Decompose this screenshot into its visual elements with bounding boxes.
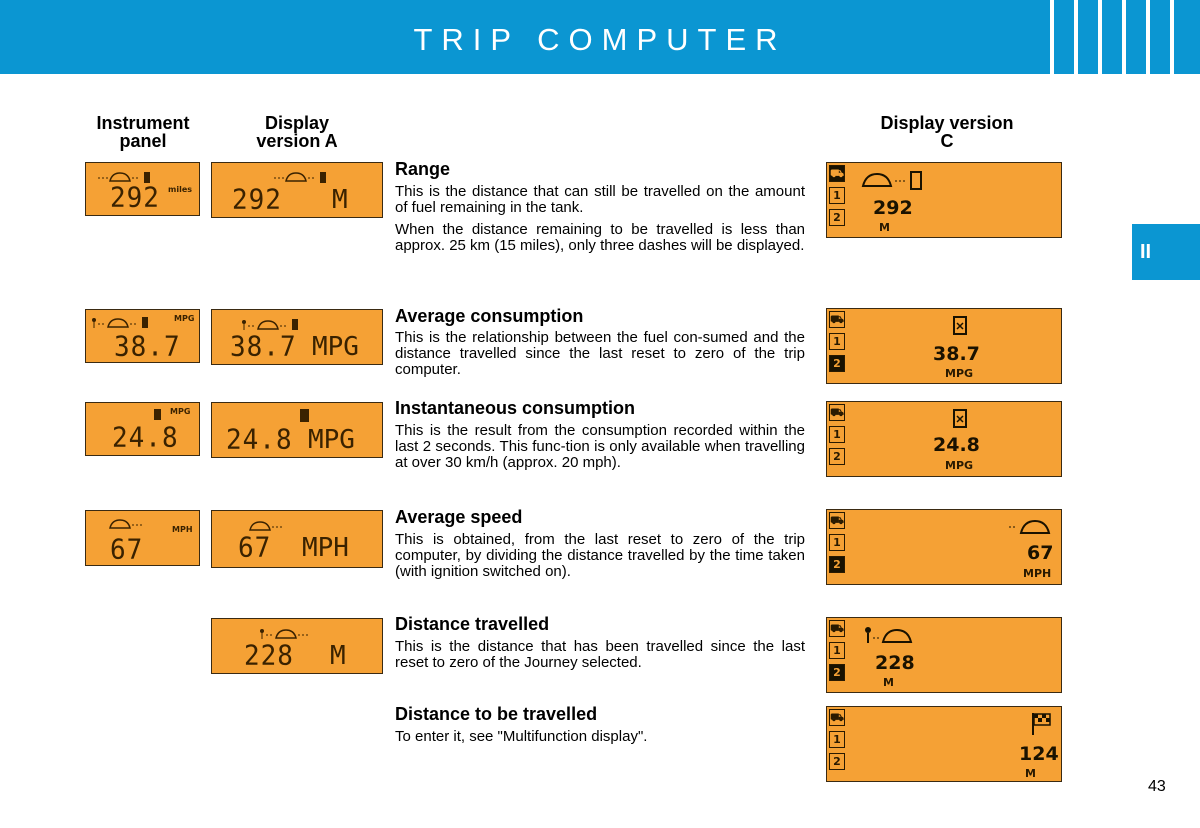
- display-c-range: [826, 162, 1062, 238]
- display-a-distance-travelled-unit: M: [330, 641, 346, 671]
- instrument-panel-average-consumption: [85, 309, 200, 363]
- trip-2-indicator: 2: [829, 753, 845, 770]
- page-title: TRIP COMPUTER: [413, 22, 787, 57]
- display-a-range: [211, 162, 383, 218]
- car-mode-icon: ⛟: [830, 711, 844, 724]
- display-a-average-consumption-value: 38.7: [230, 331, 297, 363]
- display-a-average-speed-unit: MPH: [302, 533, 349, 563]
- section-title-distance-travelled: Distance travelled: [395, 614, 550, 634]
- column-header-instrument-panel: Instrument panel: [96, 113, 190, 151]
- display-a-distance-travelled-value: 228: [244, 640, 294, 672]
- trip-1-indicator: 1: [829, 534, 845, 551]
- chapter-tab-label: II: [1140, 241, 1152, 263]
- car-mode-icon: ⛟: [830, 514, 844, 527]
- display-c-average-consumption-value: 38.7: [933, 343, 980, 365]
- section-title-instantaneous-consumption: Instantaneous consumption: [395, 398, 636, 418]
- display-a-average-consumption-unit: MPG: [312, 332, 359, 362]
- page-number: 43: [1148, 778, 1166, 795]
- display-c-distance-to-be-travelled: [826, 706, 1062, 782]
- section-title-average-consumption: Average consumption: [395, 306, 584, 326]
- display-c-distance-travelled-value: 228: [875, 652, 915, 674]
- banner-stripe: [1146, 0, 1150, 74]
- trip-fuel-icon: [90, 314, 170, 332]
- chapter-tab: [1132, 224, 1200, 280]
- trip-2-indicator: 2: [829, 664, 845, 681]
- trip-2-indicator: 2: [829, 556, 845, 573]
- trip-1-indicator: 1: [829, 426, 845, 443]
- checkered-flag-icon: [1029, 711, 1055, 737]
- mode-rail: [829, 404, 847, 470]
- section-title-average-speed: Average speed: [395, 507, 523, 527]
- instrument-average-consumption-value: 38.7: [114, 331, 181, 363]
- display-a-range-unit: M: [332, 185, 348, 215]
- display-c-instantaneous-consumption-value: 24.8: [933, 434, 980, 456]
- section-body-instantaneous-consumption: [395, 423, 805, 477]
- section-body-range: [395, 184, 805, 260]
- section-body-average-speed: [395, 532, 805, 586]
- paragraph: When the distance remaining to be travelled is less than approx. 25 km (15 miles), only three dashes will be displayed.: [395, 221, 805, 254]
- banner-stripe: [1050, 0, 1054, 74]
- instrument-panel-range: [85, 162, 200, 216]
- car-speed-icon: [1007, 516, 1057, 538]
- car-mode-icon: ⛟: [830, 406, 844, 419]
- paragraph: To enter it, see "Multifunction display".: [395, 728, 648, 745]
- banner-stripe: [1074, 0, 1078, 74]
- instrument-average-speed-unit: MPH: [172, 525, 193, 534]
- instrument-instantaneous-consumption-value: 24.8: [112, 422, 179, 454]
- fuel-icon: [152, 407, 164, 423]
- paragraph: This is the relationship between the fuel con-sumed and the distance travelled since the last reset to zero of the trip computer.: [395, 329, 805, 378]
- display-c-distance-to-be-travelled-unit: M: [1025, 767, 1036, 780]
- fuel-icon: [298, 407, 312, 425]
- display-c-distance-travelled-unit: M: [883, 676, 894, 689]
- car-mode-icon: ⛟: [830, 167, 844, 180]
- trip-1-indicator: 1: [829, 333, 845, 350]
- banner-stripe: [1122, 0, 1126, 74]
- car-mode-icon: ⛟: [830, 313, 844, 326]
- instrument-range-value: 292: [110, 182, 160, 214]
- mode-rail: [829, 620, 847, 686]
- section-body-distance-to-be-travelled: [395, 729, 805, 751]
- column-header-display-a: Display version A: [256, 113, 338, 151]
- fuel-pump-icon: [951, 408, 971, 430]
- header-banner: [0, 0, 1200, 74]
- display-a-instantaneous-consumption-value: 24.8: [226, 424, 293, 456]
- trip-2-indicator: 2: [829, 355, 845, 372]
- section-title-distance-to-be-travelled: Distance to be travelled: [395, 704, 598, 724]
- display-c-average-consumption: [826, 308, 1062, 384]
- display-a-instantaneous-consumption: [211, 402, 383, 458]
- mode-rail: [829, 311, 847, 377]
- paragraph: This is the distance that can still be travelled on the amount of fuel remaining in the tank.: [395, 183, 805, 216]
- car-mode-icon: ⛟: [830, 622, 844, 635]
- paragraph: This is the distance that has been travelled since the last reset to zero of the Journey selected.: [395, 638, 805, 671]
- display-c-average-speed: [826, 509, 1062, 585]
- instrument-panel-average-speed: [85, 510, 200, 566]
- display-c-average-speed-value: 67: [1027, 542, 1054, 564]
- display-c-instantaneous-consumption-unit: MPG: [945, 459, 974, 472]
- display-c-range-unit: M: [879, 221, 890, 234]
- column-header-display-c: Display version C: [880, 113, 1014, 151]
- trip-distance-icon: [863, 624, 923, 648]
- trip-2-indicator: 2: [829, 448, 845, 465]
- display-a-average-consumption: [211, 309, 383, 365]
- section-body-average-consumption: [395, 330, 805, 384]
- display-a-average-speed: [211, 510, 383, 568]
- instrument-instantaneous-consumption-unit: MPG: [170, 407, 191, 416]
- trip-1-indicator: 1: [829, 731, 845, 748]
- section-title-range: Range: [395, 159, 451, 179]
- display-a-range-value: 292: [232, 184, 282, 216]
- fuel-pump-icon: [951, 315, 971, 337]
- banner-stripe: [1170, 0, 1174, 74]
- instrument-average-speed-value: 67: [110, 534, 144, 566]
- instrument-panel-instantaneous-consumption: [85, 402, 200, 456]
- display-c-distance-travelled: [826, 617, 1062, 693]
- trip-2-indicator: 2: [829, 209, 845, 226]
- trip-1-indicator: 1: [829, 187, 845, 204]
- car-speed-icon: [108, 515, 152, 533]
- banner-stripe: [1098, 0, 1102, 74]
- display-c-distance-to-be-travelled-value: 124: [1019, 743, 1059, 765]
- display-a-distance-travelled: [211, 618, 383, 674]
- display-c-average-consumption-unit: MPG: [945, 367, 974, 380]
- display-a-average-speed-value: 67: [238, 532, 272, 564]
- paragraph: This is obtained, from the last reset to zero of the trip computer, by dividing the distance travelled by the time taken (with ignition switched on).: [395, 531, 805, 580]
- mode-rail: [829, 709, 847, 775]
- display-c-instantaneous-consumption: [826, 401, 1062, 477]
- car-fuel-icon: [859, 169, 929, 193]
- mode-rail: [829, 512, 847, 578]
- display-c-range-value: 292: [873, 197, 913, 219]
- trip-1-indicator: 1: [829, 642, 845, 659]
- display-c-average-speed-unit: MPH: [1023, 567, 1052, 580]
- paragraph: This is the result from the consumption recorded within the last 2 seconds. This func-tion is only available when travelling at over 30 km/h (approx. 20 mph).: [395, 422, 805, 471]
- instrument-average-consumption-unit: MPG: [174, 314, 195, 323]
- section-body-distance-travelled: [395, 639, 805, 677]
- instrument-range-unit: miles: [168, 185, 193, 194]
- mode-rail: [829, 165, 847, 231]
- display-a-instantaneous-consumption-unit: MPG: [308, 425, 355, 455]
